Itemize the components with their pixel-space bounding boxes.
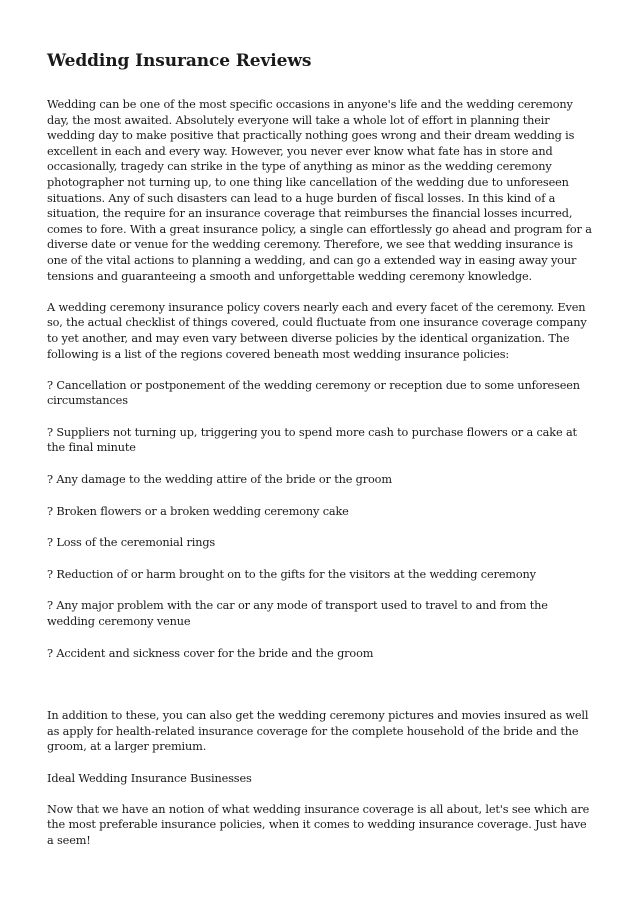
document-title: Wedding Insurance Reviews (47, 51, 312, 71)
section-heading: Ideal Wedding Insurance Businesses (47, 771, 252, 785)
list-item: ? Reduction of or harm brought on to the gifts for the visitors at the wedding ceremony (47, 567, 536, 581)
list-item: ? Any major problem with the car or any mode of transport used to travel to and from the wedding ceremony venue (47, 599, 548, 629)
list-item: ? Loss of the ceremonial rings (47, 536, 216, 550)
list-item: ? Any damage to the wedding attire of the bride or the groom (47, 473, 392, 487)
closing-paragraph: Now that we have an notion of what wedding insurance coverage is all about, let's see which are the most preferable insurance policies, when it comes to wedding insurance coverage. Just have a seem! (47, 802, 590, 847)
list-item: ? Broken flowers or a broken wedding ceremony cake (47, 504, 349, 518)
additional-coverage-paragraph: In addition to these, you can also get the wedding ceremony pictures and movies insured as well as apply for health-related insurance coverage for the complete household of the bride and the groom, at a larger premium. (47, 709, 589, 754)
list-item: ? Cancellation or postponement of the wedding ceremony or reception due to some unforeseen circumstances (47, 378, 580, 408)
coverage-paragraph: A wedding ceremony insurance policy covers nearly each and every facet of the ceremony. Even so, the actual checklist of things covered, could fluctuate from one insurance coverage company to yet another, and may even vary between diverse policies by the identical organization. The following is a list of the regions covered beneath most wedding insurance policies: (47, 300, 587, 361)
blank-gap (47, 677, 594, 708)
list-item: ? Accident and sickness cover for the bride and the groom (47, 646, 374, 660)
intro-paragraph: Wedding can be one of the most specific occasions in anyone's life and the wedding ceremony day, the most awaited. Absolutely everyone will take a whole lot of effort in planning their wedding day to make positive that practically nothing goes wrong and their dream wedding is excellent in each and every way. However, you never ever know what fate has in store and occasionally, tragedy can strike in the type of anything as minor as the wedding ceremony photographer not turning up, to one thing like cancellation of the wedding due to unforeseen situations. Any of such disasters can lead to a huge burden of fiscal losses. In this kind of a situation, the require for an insurance coverage that reimburses the financial losses incurred, comes to fore. With a great insurance policy, a single can effortlessly go ahead and program for a diverse date or venue for the wedding ceremony. Therefore, we see that wedding insurance is one of the vital actions to planning a wedding, and can go a extended way in easing away your tensions and guaranteeing a smooth and unforgettable wedding ceremony knowledge. (47, 98, 592, 283)
list-item: ? Suppliers not turning up, triggering you to spend more cash to purchase flowers or a cake at the final minute (47, 425, 577, 455)
